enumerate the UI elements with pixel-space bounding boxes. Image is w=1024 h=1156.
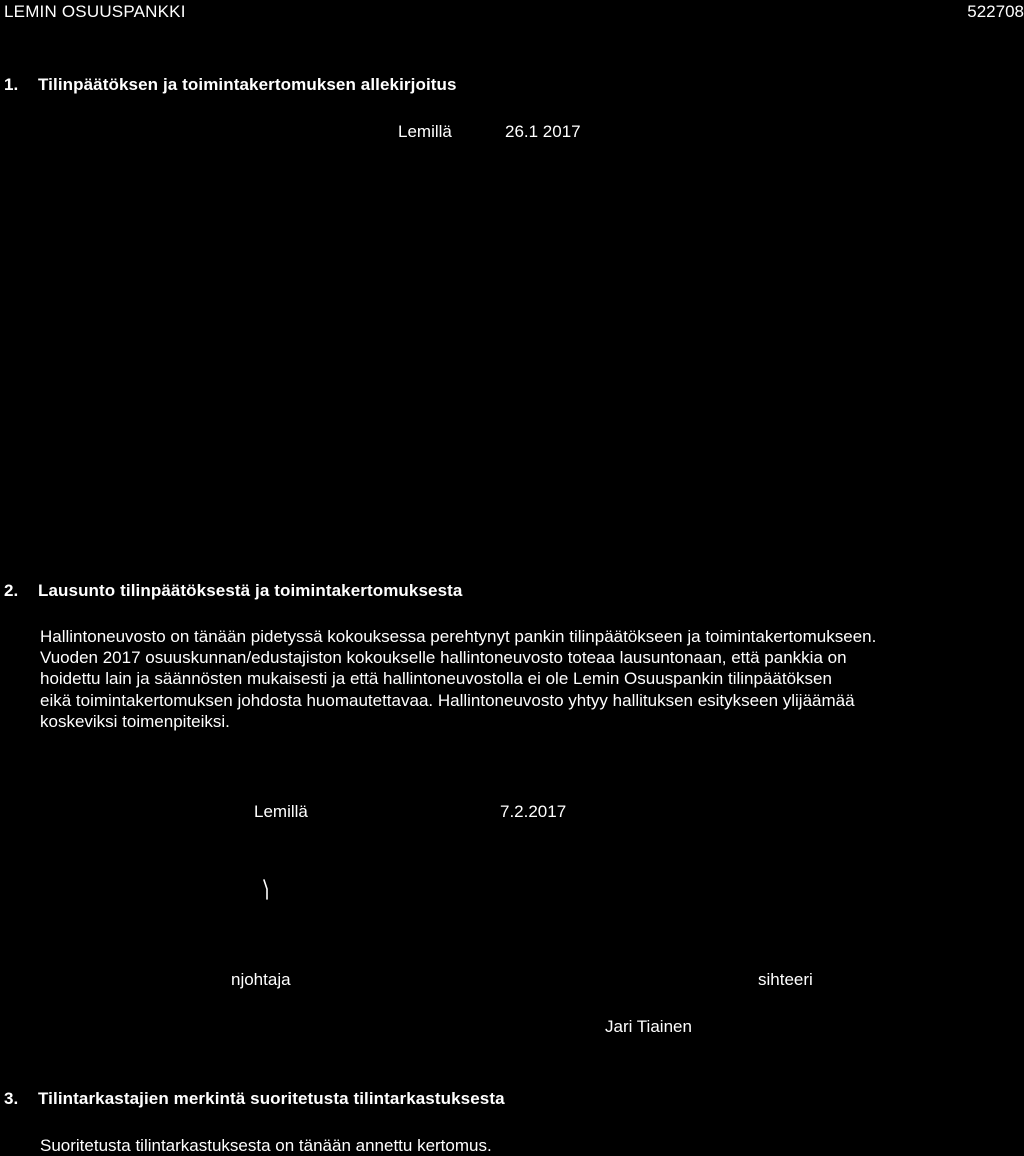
section-3-text: Suoritetusta tilintarkastuksesta on tänään annettu kertomus. <box>40 1136 492 1155</box>
paragraph-line: eikä toimintakertomuksen johdosta huomautettavaa. Hallintoneuvosto yhtyy hallituksen esitykseen ylijäämää <box>40 690 855 710</box>
section-2-number: 2. <box>4 581 19 600</box>
paragraph-line: hoidettu lain ja säännösten mukaisesti ja että hallintoneuvostolla ei ole Lemin Osuuspankin tilinpäätöksen <box>40 669 832 689</box>
signatory-right-name: Jari Tiainen <box>605 1017 692 1036</box>
section-1-number: 1. <box>4 75 19 94</box>
section-1-place: Lemillä <box>398 122 452 141</box>
signatory-right-role: sihteeri <box>758 970 813 989</box>
section-2-title: Lausunto tilinpäätöksestä ja toimintakertomuksesta <box>38 581 463 600</box>
section-2-place: Lemillä <box>254 802 308 821</box>
section-3-number: 3. <box>4 1089 19 1108</box>
section-2-date: 7.2.2017 <box>500 802 567 821</box>
section-1-title: Tilinpäätöksen ja toimintakertomuksen allekirjoitus <box>38 75 457 94</box>
section-2-heading <box>4 581 462 601</box>
section-1-heading <box>4 75 457 95</box>
signatory-left-role: njohtaja <box>231 970 291 989</box>
paragraph-line: koskeviksi toimenpiteiksi. <box>40 711 230 731</box>
signature-stroke-mark <box>262 878 270 900</box>
section-2-paragraph <box>40 626 1000 732</box>
paragraph-line: Hallintoneuvosto on tänään pidetyssä kokouksessa perehtynyt pankin tilinpäätökseen ja toimintakertomukseen. <box>40 627 877 646</box>
section-3-title: Tilintarkastajien merkintä suoritetusta tilintarkastuksesta <box>38 1089 505 1108</box>
bank-name: LEMIN OSUUSPANKKI <box>4 2 186 21</box>
section-3-heading <box>4 1089 505 1109</box>
document-number: 522708 <box>967 2 1024 21</box>
paragraph-line: Vuoden 2017 osuuskunnan/edustajiston kokoukselle hallintoneuvosto toteaa lausuntonaan, että pankkia on <box>40 648 847 668</box>
section-1-date: 26.1 2017 <box>505 122 581 141</box>
